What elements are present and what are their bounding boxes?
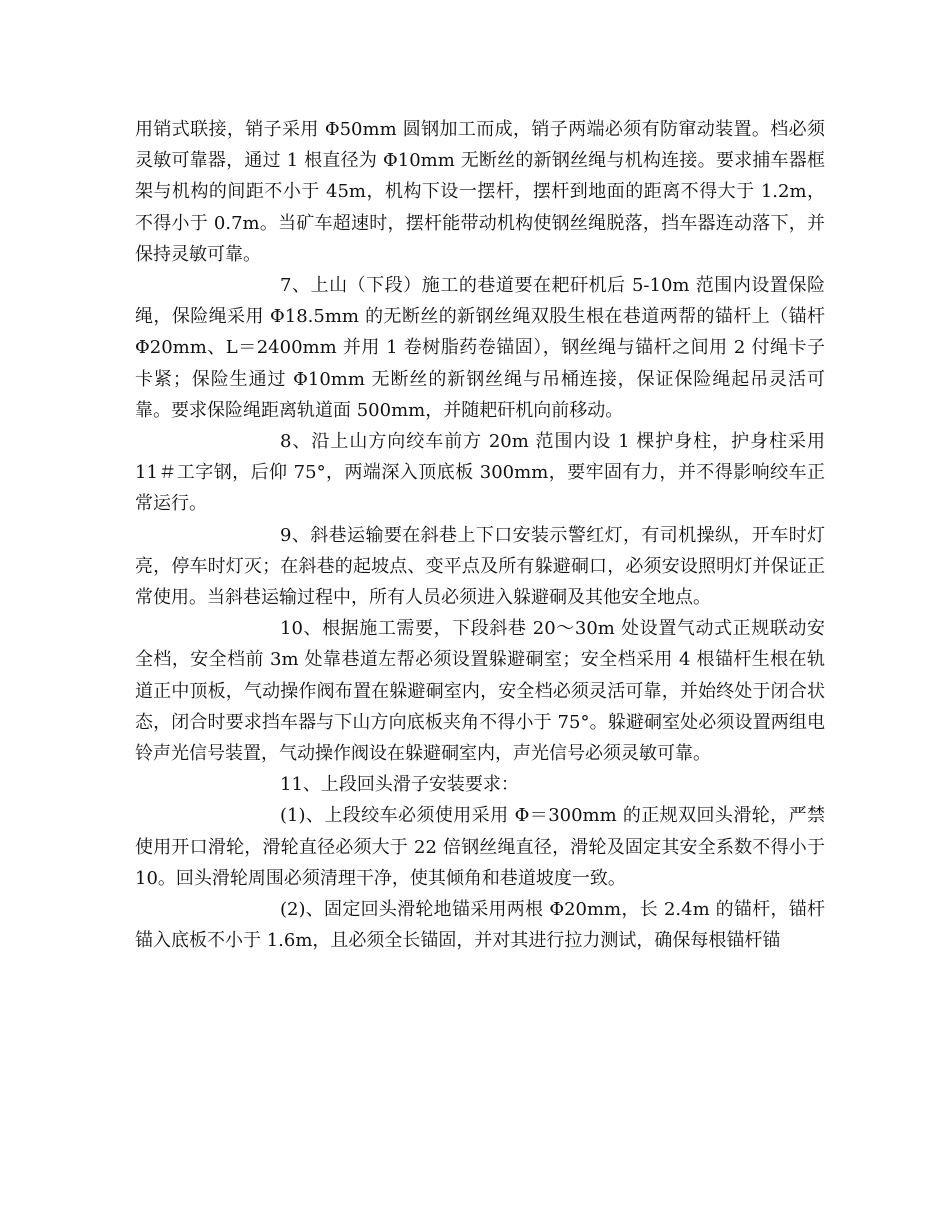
paragraph-item-8: 8、沿上山方向绞车前方 20m 范围内设 1 棵护身柱，护身柱采用 11＃工字钢，后仰 75°，两端深入顶底板 300mm，要牢固有力，并不得影响绞车正常运行。 (135, 431, 825, 515)
paragraph-continuation: 用销式联接，销子采用 Φ50mm 圆钢加工而成，销子两端必须有防窜动装置。档必须灵敏可靠器，通过 1 根直径为 Φ10mm 无断丝的新钢丝绳与机构连接。要求捕车器框架与机构的间距不小于 45m，机构下设一摆杆，摆杆到地面的距离不得大于 1.2m，不得小于 0.7m。当矿车超速时，摆杆能带动机构使钢丝绳脱落，挡车器连动落下，并保持灵敏可靠。 (135, 119, 825, 265)
document-body (135, 114, 825, 956)
paragraph-item-11: 11、上段回头滑子安装要求： (280, 774, 519, 796)
paragraph-item-10: 10、根据施工需要，下段斜巷 20～30m 处设置气动式正规联动安全档，安全档前 3m 处靠巷道左帮必须设置躲避硐室；安全档采用 4 根锚杆生根在轨道正中顶板，气动操作阀布置在躲避硐室内，安全档必须灵活可靠，并始终处于闭合状态，闭合时要求挡车器与下山方向底板夹角不得小于 75°。躲避硐室处必须设置两组电铃声光信号装置，气动操作阀设在躲避硐室内，声光信号必须灵敏可靠。 (135, 618, 825, 765)
paragraph-item-9: 9、斜巷运输要在斜巷上下口安装示警红灯，有司机操纵，开车时灯亮，停车时灯灭；在斜巷的起坡点、变平点及所有躲避硐口，必须安设照明灯并保证正常使用。当斜巷运输过程中，所有人员必须进入躲避硐及其他安全地点。 (135, 524, 825, 609)
paragraph-subitem-2: (2)、固定回头滑轮地锚采用两根 Φ20mm，长 2.4m 的锚杆，锚杆锚入底板不小于 1.6m，且必须全长锚固，并对其进行拉力测试，确保每根锚杆锚 (135, 899, 825, 952)
paragraph-item-7: 7、上山（下段）施工的巷道要在耙矸机后 5-10m 范围内设置保险绳，保险绳采用 Φ18.5mm 的无断丝的新钢丝绳双股生根在巷道两帮的锚杆上（锚杆 Φ20mm、L＝2400mm 并用 1 卷树脂药卷锚固），钢丝绳与锚杆之间用 2 付绳卡子卡紧；保险生通过 Φ10mm 无断丝的新钢丝绳与吊桶连接，保证保险绳起吊灵活可靠。要求保险绳距离轨道面 500mm，并随耙矸机向前移动。 (135, 275, 825, 421)
paragraph-subitem-1: (1)、上段绞车必须使用采用 Φ＝300mm 的正规双回头滑轮，严禁使用开口滑轮，滑轮直径必须大于 22 倍钢丝绳直径，滑轮及固定其安全系数不得小于 10。回头滑轮周围必须清理干净，使其倾角和巷道坡度一致。 (135, 805, 825, 889)
